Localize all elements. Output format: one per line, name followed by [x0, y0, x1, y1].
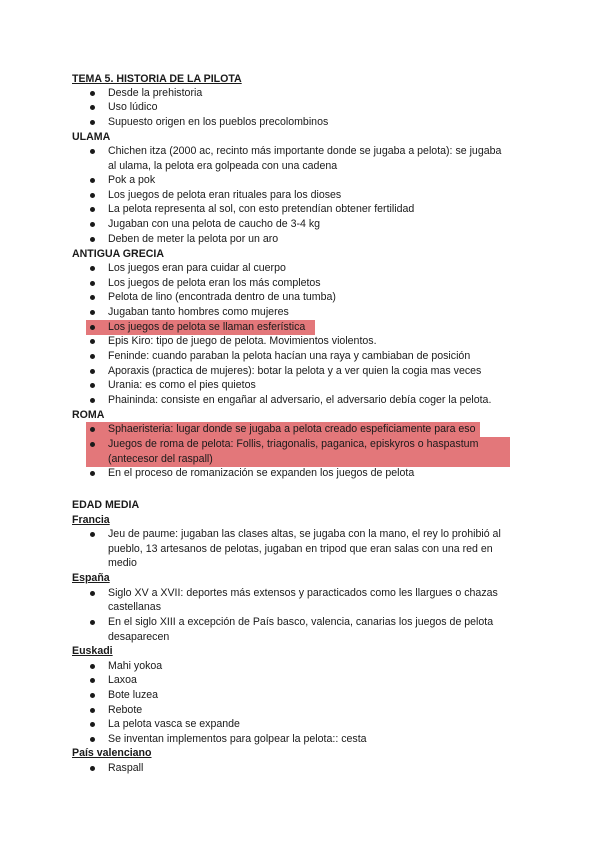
list-item: Sphaeristeria: lugar donde se jugaba a pelota creado espeficiamente para eso [108, 423, 476, 435]
list-item: Mahi yokoa [108, 660, 163, 672]
bullet-icon [90, 237, 95, 242]
list-item-continuation: desaparecen [108, 631, 170, 643]
bullet-icon [90, 325, 95, 330]
list-item: Juegos de roma de pelota: Follis, triagonalis, paganica, episkyros o haspastum [108, 438, 479, 450]
subheading-pais-valenciano: País valenciano [72, 747, 152, 759]
bullet-icon [90, 591, 95, 596]
bullet-icon [90, 722, 95, 727]
bullet-icon [90, 193, 95, 198]
list-item: Pelota de lino (encontrada dentro de una tumba) [108, 291, 336, 303]
bullet-icon [90, 354, 95, 359]
bullet-icon [90, 222, 95, 227]
bullet-icon [90, 369, 95, 374]
list-item: Se inventan implementos para golpear la pelota:: cesta [108, 733, 367, 745]
subheading-francia: Francia [72, 514, 110, 526]
bullet-icon [90, 339, 95, 344]
bullet-icon [90, 295, 95, 300]
section-heading-edad-media: EDAD MEDIA [72, 499, 140, 511]
bullet-icon [90, 708, 95, 713]
list-item-continuation: (antecesor del raspall) [108, 453, 213, 465]
list-item: Supuesto origen en los pueblos precolombinos [108, 116, 329, 128]
bullet-icon [90, 678, 95, 683]
bullet-icon [90, 383, 95, 388]
section-heading-grecia: ANTIGUA GRECIA [72, 248, 165, 260]
bullet-icon [90, 471, 95, 476]
list-item: Uso lúdico [108, 101, 158, 113]
list-item: Los juegos eran para cuidar al cuerpo [108, 262, 286, 274]
list-item: Aporaxis (practica de mujeres): botar la pelota y a ver quien la cogia mas veces [108, 365, 482, 377]
list-item: Jugaban con una pelota de caucho de 3-4 kg [108, 218, 321, 230]
bullet-icon [90, 442, 95, 447]
bullet-icon [90, 427, 95, 432]
section-heading-roma: ROMA [72, 409, 105, 421]
list-item: Bote luzea [108, 689, 159, 701]
list-item: Chichen itza (2000 ac, recinto más importante donde se jugaba a pelota): se jugaba [108, 145, 502, 157]
bullet-icon [90, 91, 95, 96]
list-item: Los juegos de pelota eran rituales para los dioses [108, 189, 342, 201]
subheading-euskadi: Euskadi [72, 645, 113, 657]
list-item: La pelota vasca se expande [108, 718, 240, 730]
list-item: Jeu de paume: jugaban las clases altas, se jugaba con la mano, el rey lo prohibió al [108, 528, 501, 540]
list-item: Feninde: cuando paraban la pelota hacían una raya y cambiaban de posición [108, 350, 471, 362]
bullet-icon [90, 664, 95, 669]
list-item: Phaininda: consiste en engañar al adversario, el adversario debía coger la pelota. [108, 394, 492, 406]
bullet-icon [90, 620, 95, 625]
list-item: Deben de meter la pelota por un aro [108, 233, 279, 245]
page-title: TEMA 5. HISTORIA DE LA PILOTA [72, 73, 242, 85]
bullet-icon [90, 398, 95, 403]
list-item-continuation: castellanas [108, 601, 161, 613]
list-item: Siglo XV a XVII: deportes más extensos y paracticados como les llargues o chazas [108, 587, 498, 599]
list-item: Jugaban tanto hombres como mujeres [108, 306, 289, 318]
list-item-continuation: pueblo, 13 artesanos de pelotas, jugaban en tripod que eran salas con una red en [108, 543, 493, 555]
list-item: Raspall [108, 762, 144, 774]
bullet-icon [90, 120, 95, 125]
bullet-icon [90, 766, 95, 771]
list-item: Desde la prehistoria [108, 87, 203, 99]
list-item: Rebote [108, 704, 143, 716]
list-item: Laxoa [108, 674, 137, 686]
list-item: Los juegos de pelota eran los más completos [108, 277, 321, 289]
section-heading-ulama: ULAMA [72, 131, 111, 143]
list-item: Pok a pok [108, 174, 156, 186]
bullet-icon [90, 266, 95, 271]
list-item-continuation: al ulama, la pelota era golpeada con una cadena [108, 160, 338, 172]
bullet-icon [90, 149, 95, 154]
list-item: Urania: es como el pies quietos [108, 379, 256, 391]
list-item: En el siglo XIII a excepción de País basco, valencia, canarias los juegos de pelota [108, 616, 494, 628]
list-item-continuation: medio [108, 557, 137, 569]
bullet-icon [90, 310, 95, 315]
list-item: Los juegos de pelota se llaman esferística [108, 321, 306, 333]
list-item: Epis Kiro: tipo de juego de pelota. Movimientos violentos. [108, 335, 377, 347]
bullet-icon [90, 207, 95, 212]
bullet-icon [90, 105, 95, 110]
bullet-icon [90, 178, 95, 183]
subheading-espana: España [72, 572, 110, 584]
list-item: La pelota representa al sol, con esto pretendían obtener fertilidad [108, 203, 415, 215]
list-item: En el proceso de romanización se expanden los juegos de pelota [108, 467, 415, 479]
bullet-icon [90, 532, 95, 537]
bullet-icon [90, 281, 95, 286]
bullet-icon [90, 693, 95, 698]
bullet-icon [90, 737, 95, 742]
